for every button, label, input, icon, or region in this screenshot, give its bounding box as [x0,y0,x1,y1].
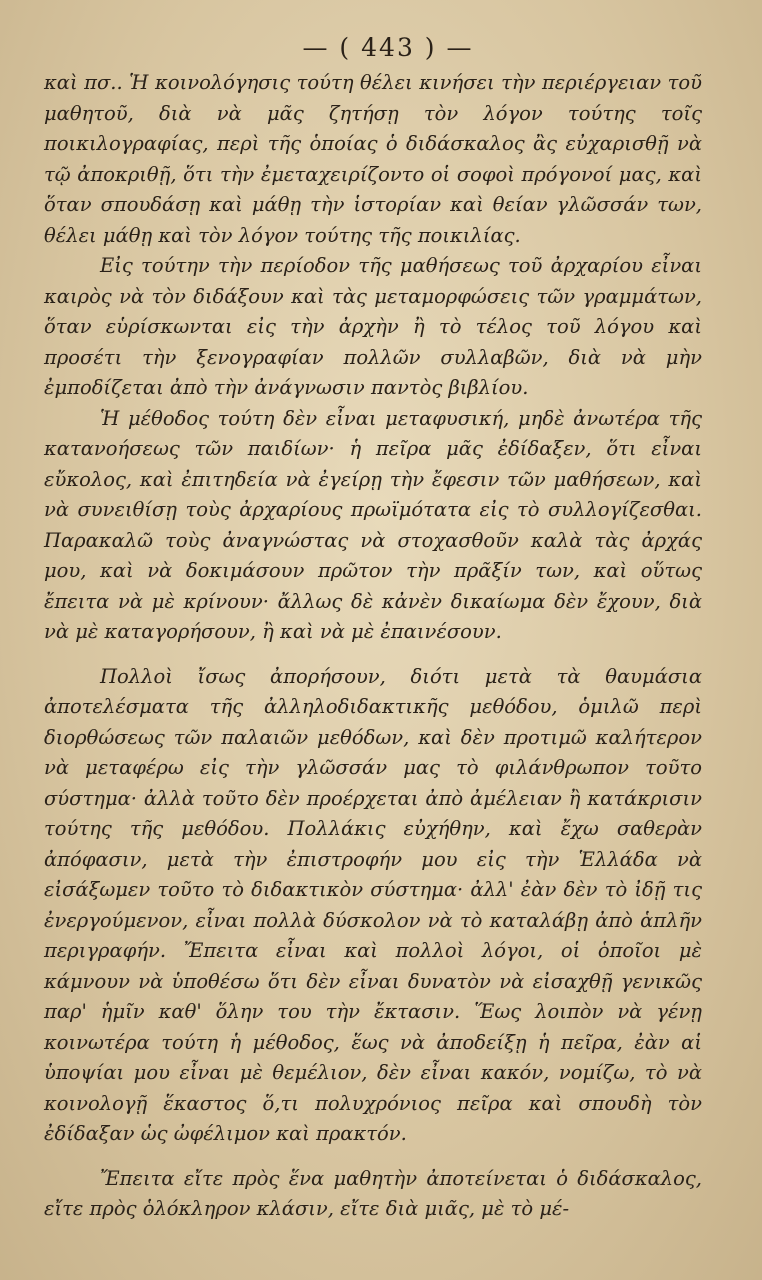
paragraph-2: Εἰς τούτην τὴν περίοδον τῆς μαθήσεως τοῦ ἀρχαρίου εἶναι καιρὸς νὰ τὸν διδάξουν καὶ τὰς μεταμορφώσεις τῶν γραμμάτων, ὅταν εὑρίσκωνται εἰς τὴν ἀρχὴν ἢ τὸ τέλος τοῦ λόγου καὶ προσέτι τὴν ξενογραφίαν πολλῶν συλλαβῶν, διὰ νὰ μὴν ἐμποδίζεται ἀπὸ τὴν ἀνάγνωσιν παντὸς βιβλίου. [44,254,702,399]
paragraph-1: καὶ πσ.. Ἡ κοινολόγησις τούτη θέλει κινήσει τὴν περιέργειαν τοῦ μαθητοῦ, διὰ νὰ μᾶς ζητήσῃ τὸν λόγον τούτης τοῖς ποικιλογραφίας, περὶ τῆς ὁποίας ὁ διδάσκαλος ἂς εὐχαρισθῇ νὰ τῷ ἀποκριθῇ, ὅτι τὴν ἐμεταχειρίζοντο οἱ σοφοὶ πρόγονοί μας, καὶ ὅταν σπουδάσῃ καὶ μάθῃ τὴν ἱστορίαν καὶ θείαν γλῶσσάν των, θέλει μάθῃ καὶ τὸν λόγον τούτης τῆς ποικιλίας. [44,71,702,247]
paragraph-5: Ἔπειτα εἴτε πρὸς ἕνα μαθητὴν ἀποτείνεται ὁ διδάσκαλος, εἴτε πρὸς ὁλόκληρον κλάσιν, εἴτε διὰ μιᾶς, μὲ τὸ μέ- [44,1166,702,1220]
page-number-header: — ( 443 ) — [302,33,474,62]
paragraph-3: Ἡ μέθοδος τούτη δὲν εἶναι μεταφυσική, μηδὲ ἀνωτέρα τῆς κατανοήσεως τῶν παιδίων· ἡ πεῖρα μᾶς ἐδίδαξεν, ὅτι εἶναι εὔκολος, καὶ ἐπιτηδεία νὰ ἐγείρῃ τὴν ἔφεσιν τῶν μαθήσεων, καὶ νὰ συνειθίσῃ τοὺς ἀρχαρίους πρωϊμότατα εἰς τὸ συλλογίζεσθαι. Παρακαλῶ τοὺς ἀναγνώστας νὰ στοχασθοῦν καλὰ τὰς ἀρχάς μου, καὶ νὰ δοκιμάσουν πρῶτον τὴν πρᾶξίν των, καὶ οὕτως ἔπειτα νὰ μὲ κρίνουν· ἄλλως δὲ κἀνὲν δικαίωμα δὲν ἔχουν, διὰ νὰ μὲ καταγορήσουν, ἢ καὶ νὰ μὲ ἐπαινέσουν. [44,406,702,643]
paragraph-4: Πολλοὶ ἴσως ἀπορήσουν, διότι μετὰ τὰ θαυμάσια ἀποτελέσματα τῆς ἀλληλοδιδακτικῆς μεθόδου, ὁμιλῶ περὶ διορθώσεως τῶν παλαιῶν μεθόδων, καὶ δὲν προτιμῶ καλήτερον νὰ μεταφέρω εἰς τὴν γλῶσσάν μας τὸ φιλάνθρωπον τοῦτο σύστημα· ἀλλὰ τοῦτο δὲν προέρχεται ἀπὸ ἀμέλειαν ἢ κατάκρισιν τούτης τῆς μεθόδου. Πολλάκις εὐχήθην, καὶ ἔχω σαθερὰν ἀπόφασιν, μετὰ τὴν ἐπιστροφήν μου εἰς τὴν Ἑλλάδα νὰ εἰσάξωμεν τοῦτο τὸ διδακτικὸν σύστημα· ἀλλ' ἐὰν δὲν τὸ ἰδῇ τις ἐνεργούμενον, εἶναι πολλὰ δύσκολον νὰ τὸ καταλάβῃ ἀπὸ ἁπλῆν περιγραφήν. Ἔπειτα εἶναι καὶ πολλοὶ λόγοι, οἱ ὁποῖοι μὲ κάμνουν νὰ ὑποθέσω ὅτι δὲν εἶναι δυνατὸν νὰ εἰσαχθῇ γενικῶς παρ' ἡμῖν καθ' ὅλην του τὴν ἔκτασιν. Ἕως λοιπὸν νὰ γένῃ κοινωτέρα τούτη ἡ μέθοδος, ἕως νὰ ἀποδείξῃ ἡ πεῖρα, ἐὰν αἱ ὑποψίαι μου εἶναι μὲ θεμέλιον, δὲν εἶναι κακόν, νομίζω, τὸ νὰ κοινολογῇ ἕκαστος ὅ,τι πολυχρόνιος πεῖρα καὶ σπουδὴ τὸν ἐδίδαξαν ὡς ὠφέλιμον καὶ πρακτόν. [44,664,702,1145]
